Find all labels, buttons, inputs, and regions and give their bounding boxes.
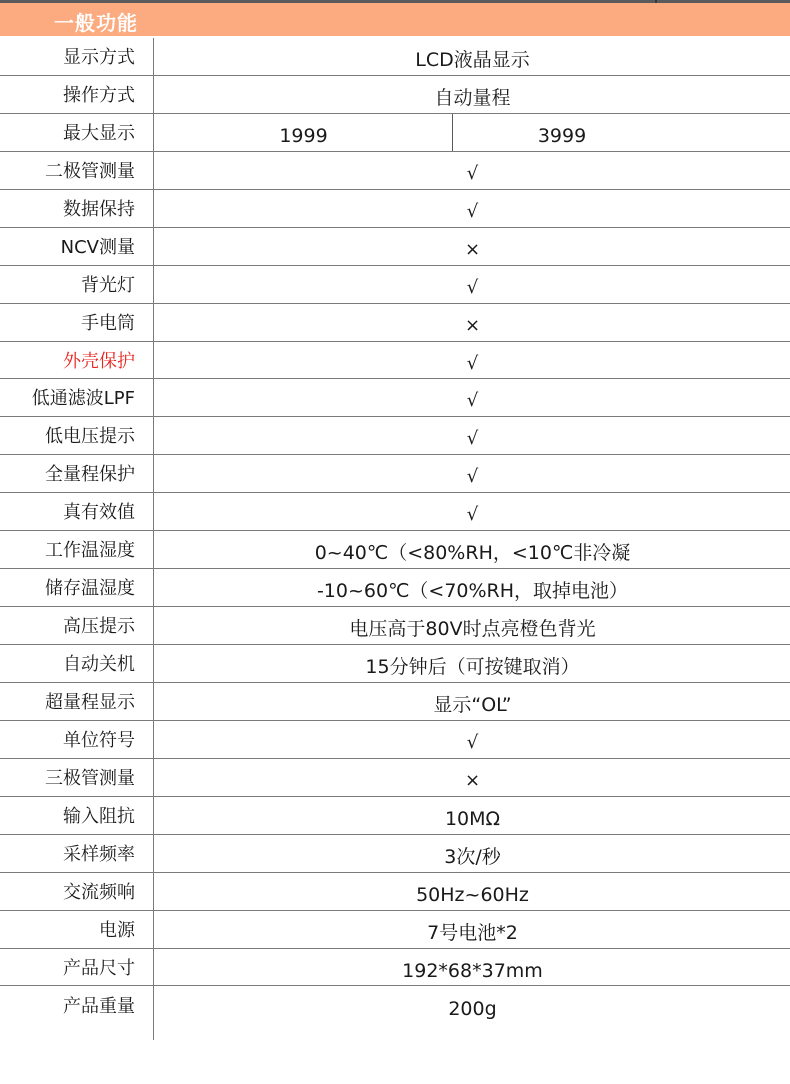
spec-value-model-b: 3999 [537, 124, 587, 147]
spec-label: 低电压提示 [0, 417, 154, 454]
spec-label: 最大显示 [0, 114, 154, 151]
section-header [0, 3, 790, 36]
spec-row-ac-frequency-response [0, 873, 790, 911]
spec-row-case-protection [0, 342, 790, 380]
check-mark: √ [466, 428, 479, 450]
spec-label: 操作方式 [0, 76, 154, 113]
spec-row-auto-power-off [0, 645, 790, 683]
spec-value: -10~60℃（<70%RH，取掉电池） [316, 580, 629, 603]
spec-row-true-rms [0, 493, 790, 531]
spec-value: 7号电池*2 [427, 921, 518, 944]
spec-label: 工作温湿度 [0, 531, 154, 568]
spec-value: 显示“OL” [433, 693, 512, 716]
spec-row-unit-symbol [0, 721, 790, 759]
spec-label: 高压提示 [0, 607, 154, 644]
check-mark: √ [466, 466, 479, 488]
check-mark: √ [466, 162, 479, 184]
spec-label: 输入阻抗 [0, 797, 154, 834]
spec-row-operation-mode [0, 76, 790, 114]
spec-row-power-supply [0, 911, 790, 949]
spec-row-overrange-display [0, 683, 790, 721]
spec-label: 全量程保护 [0, 455, 154, 492]
spec-label-highlighted: 外壳保护 [0, 342, 154, 379]
section-title: 一般功能 [54, 11, 138, 35]
spec-value: 自动量程 [434, 86, 511, 109]
spec-row-sampling-rate [0, 835, 790, 873]
spec-label: 储存温湿度 [0, 569, 154, 606]
spec-label: 产品重量 [0, 986, 154, 1040]
check-mark: √ [466, 731, 479, 753]
spec-label: 电源 [0, 911, 154, 948]
spec-label: NCV测量 [0, 228, 154, 265]
spec-row-weight [0, 986, 790, 1040]
spec-label: 超量程显示 [0, 683, 154, 720]
spec-row-high-voltage-alert [0, 607, 790, 645]
spec-row-storage-conditions [0, 569, 790, 607]
spec-row-full-range-protection [0, 455, 790, 493]
spec-value: 电压高于80V时点亮橙色背光 [349, 618, 596, 641]
check-mark: √ [466, 390, 479, 412]
spec-row-display-mode [0, 38, 790, 76]
spec-label: 手电筒 [0, 304, 154, 341]
check-mark: √ [466, 276, 479, 298]
spec-label: 显示方式 [0, 38, 154, 75]
spec-row-transistor-test [0, 759, 790, 797]
spec-row-input-impedance [0, 797, 790, 835]
spec-row-ncv [0, 228, 790, 266]
spec-value: 0~40℃（<80%RH，<10℃非冷凝 [314, 542, 631, 565]
spec-label: 单位符号 [0, 721, 154, 758]
spec-label: 低通滤波LPF [0, 379, 154, 416]
spec-value: 3次/秒 [444, 845, 501, 868]
spec-row-diode-test [0, 152, 790, 190]
spec-row-low-battery [0, 417, 790, 455]
cross-mark: × [464, 314, 481, 336]
spec-row-flashlight [0, 304, 790, 342]
spec-row-lpf [0, 379, 790, 417]
check-mark: √ [466, 352, 479, 374]
spec-label: 自动关机 [0, 645, 154, 682]
spec-value: 50Hz~60Hz [416, 883, 529, 906]
spec-label: 背光灯 [0, 266, 154, 303]
spec-value: LCD液晶显示 [415, 49, 530, 71]
spec-table [0, 38, 790, 1040]
column-divider [452, 114, 453, 151]
spec-row-operating-conditions [0, 531, 790, 569]
spec-value-model-a: 1999 [279, 124, 328, 147]
spec-label: 数据保持 [0, 190, 154, 227]
cross-mark: × [464, 769, 481, 791]
spec-value: 15分钟后（可按键取消） [365, 656, 580, 678]
check-mark: √ [466, 200, 479, 222]
spec-row-backlight [0, 266, 790, 304]
spec-label: 三极管测量 [0, 759, 154, 796]
spec-row-max-display [0, 114, 790, 152]
spec-row-data-hold [0, 190, 790, 228]
cross-mark: × [464, 238, 481, 260]
spec-label: 产品尺寸 [0, 949, 154, 986]
spec-value: 192*68*37mm [402, 959, 543, 982]
spec-value: 200g [448, 998, 497, 1021]
spec-label: 二极管测量 [0, 152, 154, 189]
spec-row-dimensions [0, 949, 790, 987]
spec-value: 10MΩ [444, 807, 501, 830]
check-mark: √ [466, 504, 479, 526]
spec-label: 采样频率 [0, 835, 154, 872]
spec-label: 真有效值 [0, 493, 154, 530]
spec-label: 交流频响 [0, 873, 154, 910]
